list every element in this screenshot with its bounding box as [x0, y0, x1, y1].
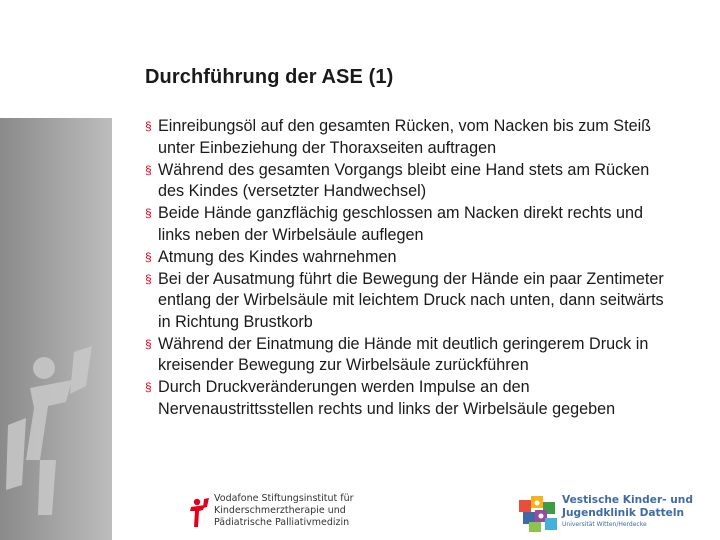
bullet-text: Einreibungsöl auf den gesamten Rücken, vom Nacken bis zum Steiß unter Einbeziehung der Thoraxseiten auftragen — [158, 117, 652, 157]
colorful-children-logo-icon — [517, 494, 561, 534]
bullet-marker: § — [145, 249, 152, 264]
bullet-marker: § — [145, 119, 152, 133]
clinic-affiliation: Universität Witten/Herdecke — [562, 521, 647, 528]
slide-title: Durchführung der ASE (1) — [145, 66, 394, 88]
bullet-marker: § — [145, 271, 152, 286]
clinic-name: Vestische Kinder- und Jugendklinik Datteln — [562, 494, 693, 519]
list-item — [145, 247, 675, 269]
red-figure-logo-icon — [188, 497, 210, 529]
institute-name: Vodafone Stiftungsinstitut für Kinderschmerztherapie und Pädiatrische Palliativmedizin — [214, 493, 354, 528]
bullet-text: Durch Druckveränderungen werden Impulse an den Nervenaustrittsstellen rechts und links der Wirbelsäule gegeben — [158, 378, 616, 419]
bullet-text: Bei der Ausatmung führt die Bewegung der Hände ein paar Zentimeter entlang der Wirbelsäule mit leichtem Druck nach unten, dann seitwärts in Richtung Brustkorb — [158, 269, 664, 331]
bullet-text: Atmung des Kindes wahrnehmen — [158, 247, 397, 266]
list-item — [145, 116, 675, 159]
clinic-logo — [517, 492, 707, 536]
bullet-marker: § — [145, 336, 152, 351]
bullet-list — [145, 116, 675, 421]
list-item — [145, 203, 675, 246]
list-item — [145, 269, 675, 334]
bullet-marker: § — [145, 380, 152, 395]
list-item — [145, 377, 675, 420]
bullet-text: Beide Hände ganzflächig geschlossen am Nacken direkt rechts und links neben der Wirbelsäule auflegen — [158, 204, 644, 244]
bullet-text: Während der Einatmung die Hände mit deutlich geringerem Druck in kreisender Bewegung zur Wirbelsäule zurückführen — [158, 334, 649, 375]
bullet-text: Während des gesamten Vorgangs bleibt eine Hand stets am Rücken des Kindes (versetzter Handwechsel) — [158, 160, 650, 201]
list-item — [145, 160, 675, 203]
list-item — [145, 334, 675, 377]
institute-logo — [188, 493, 358, 533]
bullet-marker: § — [145, 162, 152, 177]
bullet-marker: § — [145, 206, 152, 221]
child-figure-watermark-icon — [0, 310, 112, 540]
